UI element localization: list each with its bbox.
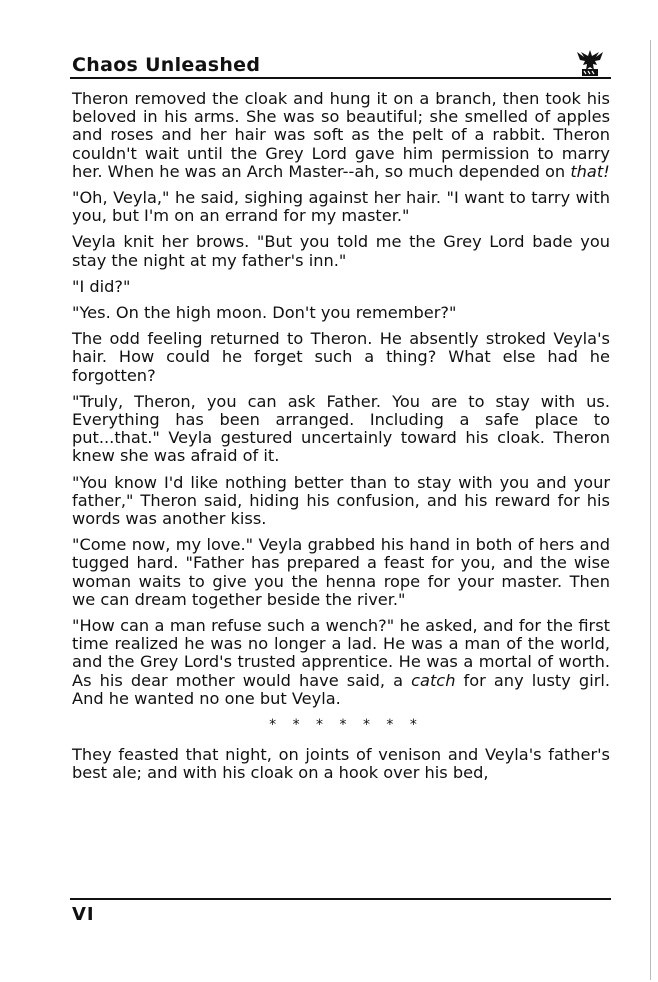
paragraph-6: The odd feeling returned to Theron. He absently stroked Veyla's hair. How could he forget such a thing? What else had he forgotten? (72, 329, 610, 385)
page-edge (650, 40, 651, 980)
paragraph-11: They feasted that night, on joints of venison and Veyla's father's best ale; and with his cloak on a hook over his bed, (72, 745, 610, 783)
paragraph-8: "You know I'd like nothing better than to stay with you and your father," Theron said, hiding his confusion, and his reward for his words was another kiss. (72, 472, 610, 529)
paragraph-10-text-b: for any lusty girl. And he wanted no one but Veyla. (72, 670, 610, 708)
paragraph-10-emphasis: catch (411, 670, 456, 690)
paragraph-1-emphasis: that! (570, 161, 610, 181)
paragraph-10 (72, 617, 610, 708)
paragraph-2: "Oh, Veyla," he said, sighing against her hair. "I want to tarry with you, but I'm on an errand for my master." (72, 188, 610, 226)
paragraph-7: "Truly, Theron, you can ask Father. You are to stay with us. Everything has been arranged. Including a safe place to put...that." Veyla gestured uncertainly toward his cloak. Theron knew she was afraid of it. (72, 391, 610, 466)
book-title: Chaos Unleashed (72, 54, 261, 76)
paragraph-5: "Yes. On the high moon. Don't you remember?" (72, 303, 457, 323)
paragraph-10-text-a: "How can a man refuse such a wench?" he asked, and for the first time realized he was no longer a lad. He was a man of the world, and the Grey Lord's trusted apprentice. He was a mortal of worth. As his dear mother would have said, a (72, 616, 610, 690)
section-divider: * * * * * * * (269, 717, 423, 734)
paragraph-9: "Come now, my love." Veyla grabbed his hand in both of hers and tugged hard. "Father has prepared a feast for you, and the wise woman waits to give you the henna rope for your master. Then we can dream together beside the river." (72, 535, 610, 609)
dragon-emblem-icon (575, 48, 605, 78)
running-header (71, 50, 611, 78)
body-text (72, 90, 610, 783)
paragraph-4: "I did?" (72, 276, 131, 296)
page-number: VI (72, 904, 95, 925)
paragraph-1-text: Theron removed the cloak and hung it on a branch, then took his beloved in his arms. She was so beautiful; she smelled of apples and roses and her hair was soft as the pelt of a rabbit. Theron couldn't wait until the Grey Lord gave him permission to marry her. When he was an Arch Master-‑ah, so much depended on (72, 89, 610, 181)
header-rule (70, 77, 611, 79)
footer-rule (70, 898, 611, 900)
paragraph-1 (72, 90, 610, 181)
paragraph-3: Veyla knit her brows. "But you told me the Grey Lord bade you stay the night at my father's inn." (72, 232, 610, 270)
